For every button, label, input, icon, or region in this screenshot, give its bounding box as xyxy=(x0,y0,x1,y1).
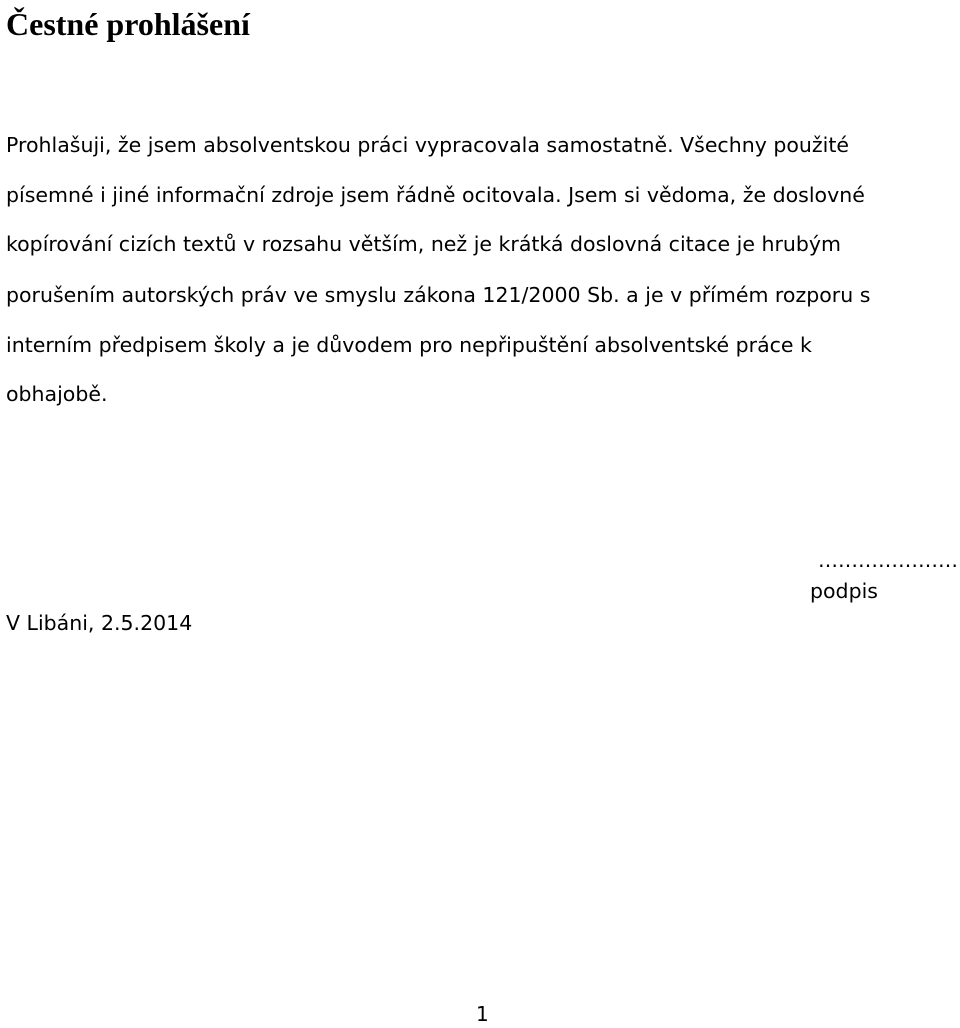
document-title: Čestné prohlášení xyxy=(6,6,250,42)
declaration-line: Prohlašuji, že jsem absolventskou práci vypracovala samostatně. Všechny použité xyxy=(6,133,849,157)
declaration-line: písemné i jiné informační zdroje jsem řádně ocitovala. Jsem si vědoma, že doslovné xyxy=(6,183,865,207)
signature-line: ………………… xyxy=(818,548,958,572)
declaration-line: kopírování cizích textů v rozsahu větším, než je krátká doslovná citace je hrubým xyxy=(6,232,842,256)
place-and-date: V Libáni, 2.5.2014 xyxy=(6,611,193,635)
declaration-line: porušením autorských práv ve smyslu zákona 121/2000 Sb. a je v přímém rozporu s xyxy=(6,283,871,307)
signature-label: podpis xyxy=(810,579,878,603)
declaration-line: obhajobě. xyxy=(6,382,108,406)
page-number: 1 xyxy=(476,1002,489,1026)
declaration-line: interním předpisem školy a je důvodem pro nepřipuštění absolventské práce k xyxy=(6,333,812,357)
